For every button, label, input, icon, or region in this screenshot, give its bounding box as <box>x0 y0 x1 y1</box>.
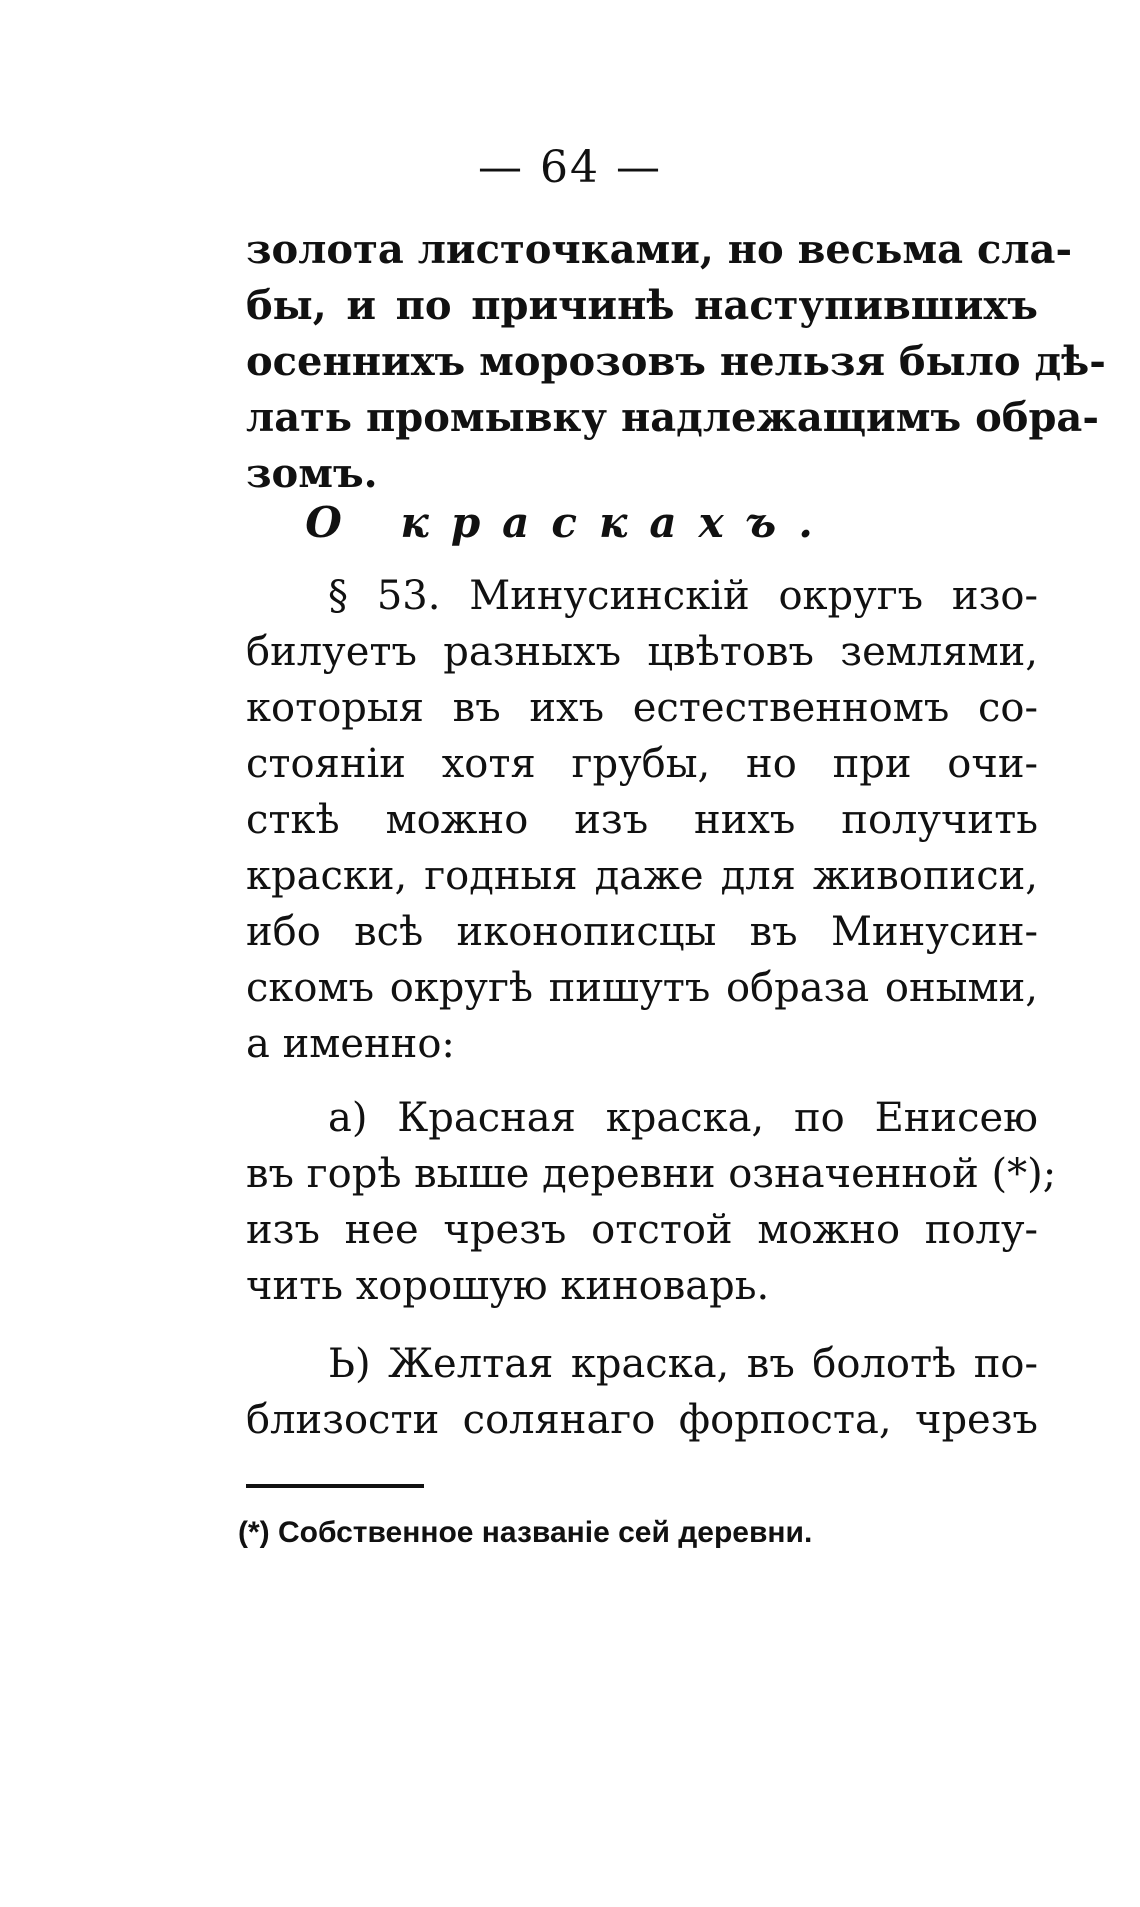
text-line: а) Красная краска, по Енисею <box>328 1095 1038 1141</box>
text-line: ибо всѣ иконописцы въ Минусин- <box>246 909 1038 955</box>
text-line: золота листочками, но весьма сла- <box>246 226 1073 273</box>
text-line: стояніи хотя грубы, но при очи- <box>246 741 1038 787</box>
item-a <box>246 1090 1057 1314</box>
text-line: а именно: <box>246 1021 455 1067</box>
text-line: изъ нее чрезъ отстой можно полу- <box>246 1207 1038 1253</box>
text-line: зомъ. <box>246 450 378 497</box>
text-line: скомъ округѣ пишутъ образа оными, <box>246 965 1038 1011</box>
text-line: близости солянаго форпоста, чрезъ <box>246 1397 1038 1443</box>
footnote: (*) Собственное названіе сей деревни. <box>238 1516 813 1549</box>
footnote-rule <box>246 1484 424 1488</box>
text-line: краски, годныя даже для живописи, <box>246 853 1038 899</box>
text-line: бы, и по причинѣ наступившихъ <box>246 282 1038 329</box>
page-number: — 64 — <box>478 142 662 193</box>
text-line: въ горѣ выше деревни означенной (*); <box>246 1151 1057 1197</box>
item-b <box>246 1336 1038 1448</box>
text-line: § 53. Минусинскій округъ изо- <box>328 573 1038 619</box>
text-line: которыя въ ихъ естественномъ со- <box>246 685 1038 731</box>
text-line: билуетъ разныхъ цвѣтовъ землями, <box>246 629 1038 675</box>
continuation-paragraph <box>246 222 1106 502</box>
text-line: осеннихъ морозовъ нельзя было дѣ- <box>246 338 1106 385</box>
text-line: чить хорошую киноварь. <box>246 1263 770 1309</box>
text-line: лать промывку надлежащимъ обра- <box>246 394 1099 441</box>
section-heading: О краскахъ. <box>305 498 835 547</box>
paragraph-53 <box>246 568 1038 1072</box>
text-line: Ь) Желтая краска, въ болотѣ по- <box>328 1341 1038 1387</box>
text-line: сткѣ можно изъ нихъ получить <box>246 797 1038 843</box>
